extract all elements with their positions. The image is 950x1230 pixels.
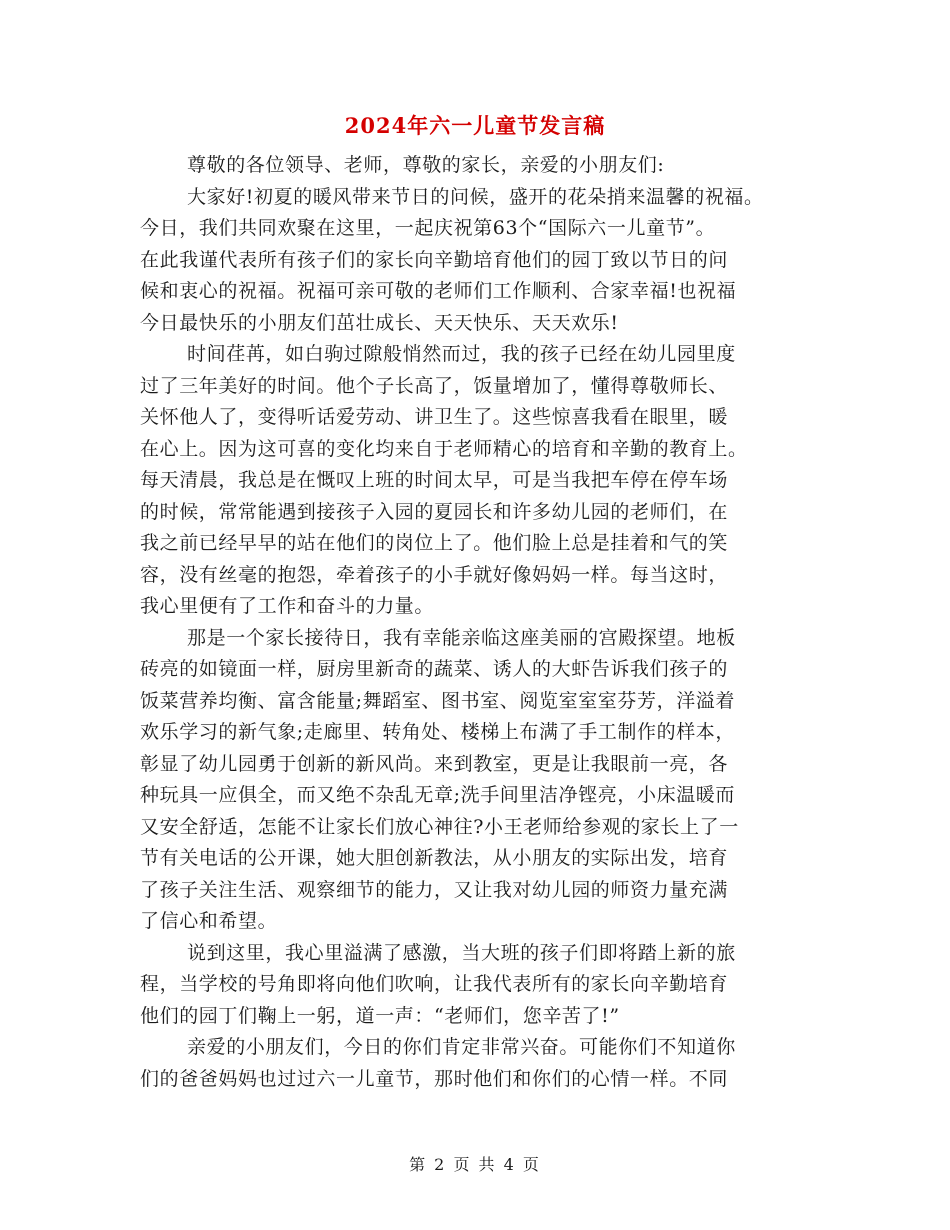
text-line: 关怀他人了，变得听话爱劳动、讲卫生了。这些惊喜我看在眼里，暖 — [140, 406, 729, 428]
text-line: 说到这里，我心里溢满了感激，当大班的孩子们即将踏上新的旅 — [187, 941, 736, 964]
text-line: 大家好!初夏的暖风带来节日的问候，盛开的花朵捎来温馨的祝福。 — [187, 185, 764, 208]
text-line: 在此我谨代表所有孩子们的家长向辛勤培育他们的园丁致以节日的问 — [140, 248, 729, 271]
text-line: 们的爸爸妈妈也过过六一儿童节，那时他们和你们的心情一样。不同 — [140, 1067, 729, 1090]
text-line: 尊敬的各位领导、老师，尊敬的家长，亲爱的小朋友们: — [187, 154, 665, 176]
text-line: 彰显了幼儿园勇于创新的新风尚。来到教室，更是让我眼前一亮，各 — [140, 752, 729, 775]
text-line: 每天清晨，我总是在慨叹上班的时间太早，可是当我把车停在停车场 — [140, 469, 729, 491]
text-line: 我心里便有了工作和奋斗的力量。 — [140, 595, 435, 617]
text-line: 了信心和希望。 — [140, 910, 278, 932]
text-line: 容，没有丝毫的抱怨，牵着孩子的小手就好像妈妈一样。每当这时， — [140, 563, 729, 586]
text-line: 在心上。因为这可喜的变化均来自于老师精心的培育和辛勤的教育上。 — [140, 437, 748, 460]
text-line: 了孩子关注生活、观察细节的能力，又让我对幼儿园的师资力量充满 — [140, 878, 729, 901]
text-line: 种玩具一应俱全，而又绝不杂乱无章;洗手间里洁净铿亮，小床温暖而 — [140, 784, 736, 806]
text-line: 时间荏苒，如白驹过隙般悄然而过，我的孩子已经在幼儿园里度 — [187, 343, 736, 365]
text-line: 饭菜营养均衡、富含能量;舞蹈室、图书室、阅览室室室芬芳，洋溢着 — [140, 689, 736, 712]
document-body — [140, 150, 830, 1095]
text-line: 候和衷心的祝福。祝福可亲可敬的老师们工作顺利、合家幸福!也祝福 — [140, 280, 737, 302]
page-number: 第 2 页 共 4 页 — [409, 1155, 541, 1174]
text-line: 砖亮的如镜面一样，厨房里新奇的蔬菜、诱人的大虾告诉我们孩子的 — [140, 658, 729, 680]
text-line: 程，当学校的号角即将向他们吹响，让我代表所有的家长向辛勤培育 — [140, 973, 729, 995]
document-title: 2024年六一儿童节发言稿 — [344, 113, 606, 138]
text-line: 我之前已经早早的站在他们的岗位上了。他们脸上总是挂着和气的笑 — [140, 532, 729, 554]
text-line: 他们的园丁们鞠上一躬，道一声：“老师们，您辛苦了!” — [140, 1004, 620, 1027]
text-line: 欢乐学习的新气象;走廊里、转角处、楼梯上布满了手工制作的样本， — [140, 721, 736, 743]
text-line: 今日，我们共同欢聚在这里，一起庆祝第63个“国际六一儿童节”。 — [140, 217, 716, 239]
text-line: 节有关电话的公开课，她大胆创新教法，从小朋友的实际出发，培育 — [140, 847, 729, 869]
text-line: 今日最快乐的小朋友们茁壮成长、天天快乐、天天欢乐! — [140, 311, 619, 334]
text-line: 过了三年美好的时间。他个子长高了，饭量增加了，懂得尊敬师长、 — [140, 374, 729, 397]
text-line: 亲爱的小朋友们，今日的你们肯定非常兴奋。可能你们不知道你 — [187, 1036, 736, 1058]
text-line: 又安全舒适，怎能不让家长们放心神往?小王老师给参观的家长上了一 — [140, 815, 739, 838]
text-line: 的时候，常常能遇到接孩子入园的夏园长和许多幼儿园的老师们，在 — [140, 500, 729, 523]
text-line: 那是一个家长接待日，我有幸能亲临这座美丽的宫殿探望。地板 — [187, 626, 736, 649]
